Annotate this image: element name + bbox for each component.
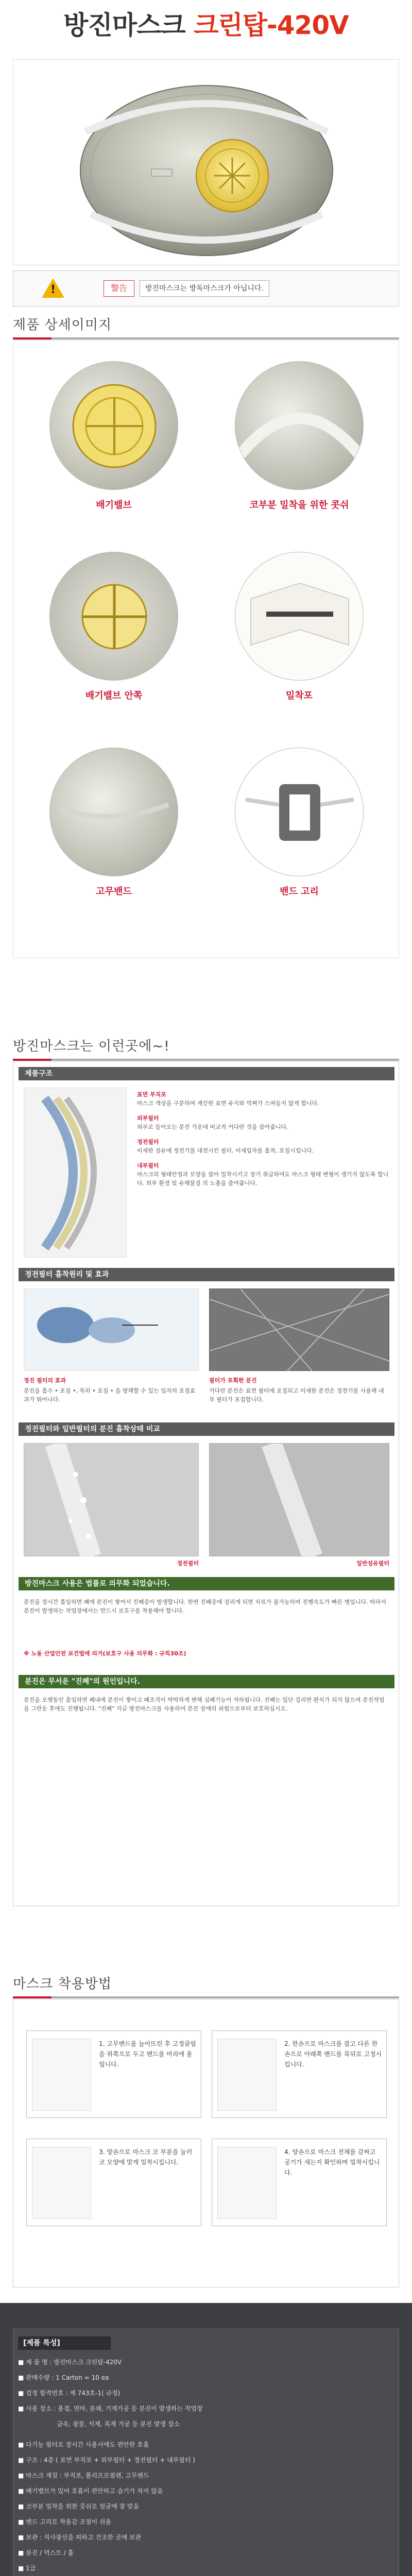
howto-step [212, 2030, 387, 2118]
usage-bar: 방진마스크 사용은 법률로 의무화 되었습니다. [19, 1577, 394, 1590]
structure-label: 외부필터 [137, 1115, 159, 1122]
spec-line: ■ 1급 [18, 2565, 36, 2572]
exclamation-icon: ! [50, 283, 56, 296]
usage-text: 분진을 장시간 흡입하면 폐에 분진이 쌓여서 진폐증이 발생합니다. 한번 진폐증에 걸리게 되면 치료가 불가능하며 진행속도가 빠른 병입니다. 따라서 분진이 발생하는 작업장에서는 반드시 보호구를 착용해야 합니다. [24, 1599, 386, 1614]
spec-line: ■ 코부분 밀착을 위한 콧쉬로 얼굴에 잘 맞음 [18, 2503, 140, 2510]
compare-left-label: 정전필터 [177, 1560, 199, 1567]
howto-step-text: 1. 고무밴드를 늘어뜨린 후 고정클립을 위쪽으로 두고 밴드를 머리에 올립니다. [99, 2040, 196, 2068]
detail-image-exhaust-valve [49, 361, 178, 490]
title-prefix: 방진마스크 [63, 10, 185, 40]
normal-filter-image [209, 1443, 389, 1556]
spec-line: ■ 다기능 필터로 장시간 사용시에도 편안한 호흡 [18, 2441, 149, 2448]
detail-caption: 배기밸브 안쪽 [85, 690, 143, 701]
filter-left-title: 정진 필터의 효과 [24, 1377, 66, 1384]
howto-step [212, 2139, 387, 2226]
spec-line: ■ 밴드 고리로 착용감 조절이 쉬움 [18, 2518, 112, 2526]
detail-caption: 배기밸브 [96, 500, 132, 511]
detail-image-valve-inside [49, 552, 178, 681]
face-illustration [32, 2039, 91, 2111]
spec-line: ■ 제 품 명 : 방진마스크 크린탑-420V [18, 2359, 122, 2366]
info-section-header [13, 1036, 399, 1061]
howto-step [26, 2139, 201, 2226]
face-illustration [217, 2039, 277, 2111]
warning-message: 방진마스크는 방독마스크가 아닙니다. [140, 280, 269, 297]
spec-line: ■ 구조 : 4층 ( 표면 부직포 + 외부필터 + 정전필터 + 내부필터 ) [18, 2456, 195, 2464]
howto-section-header [13, 1973, 399, 1998]
filter-right-desc: 커다란 분진은 표면 필터에 포집되고 미세한 분진은 정전기를 사용해 내부 필터가 포집합니다. [209, 1387, 384, 1403]
captured-dust-image [209, 1289, 389, 1371]
details-section-header [13, 314, 399, 340]
detail-caption: 고무밴드 [96, 886, 132, 897]
structure-item [137, 1138, 389, 1155]
warning-label: 警告 [104, 280, 134, 297]
structure-desc: 마스크 색상을 구분하며 깨끗한 표면 유지와 먹쪄가 스며들지 않게 합니다. [137, 1100, 319, 1107]
structure-desc: 마스크의 형태안정과 모양을 잡아 밀착시키고 장기 취급하여도 마스크 형태 변형이 생기지 않도록 합니다. 외부 환경 및 유해물질 의 노출을 줄여줍니다. [137, 1171, 389, 1187]
usage-note: ※ 노동 산업안전 보건법에 의거(보호구 사용 의무화 : 규칙30조) [24, 1650, 186, 1657]
compare-bar: 정전필터와 일반필터의 분진 흡착상태 비교 [19, 1422, 394, 1436]
detail-caption: 코부분 밀착을 위한 콧쉬 [249, 500, 349, 511]
howto-step-text: 2. 한손으로 마스크를 잡고 다른 한손으로 아래쪽 밴드를 목뒤로 고정시킵니다. [284, 2040, 382, 2068]
detail-image-rubber-band [49, 748, 178, 876]
spec-line: ■ 배기밸브가 있어 호흡이 편안하고 습기가 차지 않음 [18, 2487, 163, 2495]
detail-image-nose-cushion [235, 361, 364, 490]
structure-bar: 제품구조 [19, 1067, 394, 1080]
danger-text: 분진을 오랫동안 흡입하면 폐내에 분진이 쌓이고 폐조직이 딱딱하게 변해 심폐기능이 저하됩니다. 진폐는 일단 걸리면 완치가 되지 않으며 분진작업을 그만둔 후에도 진행됩니다. "진폐" 지금 방진마스크를 사용하여 분진 장애의 위험으로부터 보호하십시오. [24, 1697, 385, 1712]
filter-left-desc: 분진을 흡수 • 포집 •, 특히 • 포집 • 을 방해할 수 있는 입자의 포집효과가 뛰어나다. [24, 1387, 196, 1403]
spec-line: ■ 판매수량 : 1 Carton = 10 ea [18, 2374, 109, 2381]
howto-step [26, 2030, 201, 2118]
details-section-title: 제품 상세이미지 [13, 317, 112, 333]
page-title [0, 0, 412, 50]
compare-right-label: 일반섬유필터 [356, 1560, 389, 1567]
face-illustration [217, 2147, 277, 2219]
detail-image-band-hook [235, 748, 364, 876]
filter-effect-image [24, 1289, 199, 1371]
structure-label: 표면 부직포 [137, 1091, 166, 1098]
electrostatic-filter-image [24, 1443, 199, 1556]
title-product-name: 크린탑-420V [194, 10, 349, 40]
main-product-photo [13, 59, 399, 265]
howto-panel [13, 1999, 399, 2287]
detail-caption: 밀착포 [285, 690, 313, 701]
howto-section-title: 마스크 착용방법 [13, 1976, 112, 1992]
structure-label: 내부필터 [137, 1162, 159, 1169]
mask-illustration [13, 60, 400, 266]
danger-bar: 분진은 무서운 "진폐"의 원인입니다. [19, 1675, 394, 1688]
spec-line: ■ 사용 장소 : 용접, 연마, 분쇄, 기계가공 등 분진이 발생하는 작업장 [18, 2405, 203, 2412]
details-grid [13, 340, 399, 958]
spec-line: ■ 보관 : 직사광선을 피하고 건조한 곳에 보관 [18, 2534, 142, 2541]
filter-bar: 정전필터 흡착원리 및 효과 [19, 1268, 394, 1281]
spec-line: 금속, 광물, 석재, 목재 가공 등 분진 발생 장소 [57, 2420, 180, 2428]
info-panel [13, 1061, 399, 1906]
spec-line: ■ 검정 합격번호 : 제 743호-1( 규정) [18, 2389, 121, 2397]
spec-line: ■ 분진 / 먹스트 / 흄 [18, 2549, 74, 2556]
section-divider [13, 337, 399, 340]
spec-line: ■ 마스크 재질 : 부직포, 폴리프로필렌, 고무밴드 [18, 2472, 149, 2479]
structure-item [137, 1114, 389, 1131]
detail-image-seal-pad [235, 552, 364, 681]
structure-desc: 미세한 섬유에 정전기를 대전시킨 필터. 미세입자를 흡착, 포집시킵니다. [137, 1147, 314, 1154]
filter-right-title: 필터가 포획한 분진 [209, 1377, 257, 1384]
section-divider [13, 1996, 399, 1998]
structure-list [137, 1090, 389, 1194]
features-heading: [제품 특성] [18, 2336, 111, 2350]
face-illustration [32, 2147, 91, 2219]
howto-step-text: 4. 양손으로 마스크 전체를 감싸고 공기가 새는지 확인하며 밀착시킵니다. [284, 2148, 380, 2176]
structure-item [137, 1090, 389, 1108]
page-header [0, 0, 412, 50]
howto-step-text: 3. 양손으로 마스크 코 부분을 눌러 코 모양에 맞게 밀착시킵니다. [99, 2148, 193, 2166]
structure-desc: 외부로 들어오는 분진 가운데 비교적 커다란 것을 잡아줍니다. [137, 1124, 288, 1130]
structure-diagram [24, 1088, 127, 1258]
structure-label: 정전필터 [137, 1139, 159, 1145]
warning-banner [13, 270, 399, 307]
section-divider [13, 1059, 399, 1061]
structure-item [137, 1161, 389, 1188]
info-section-title: 방진마스크는 이런곳에~! [13, 1039, 170, 1054]
detail-caption: 밴드 고리 [280, 886, 319, 897]
